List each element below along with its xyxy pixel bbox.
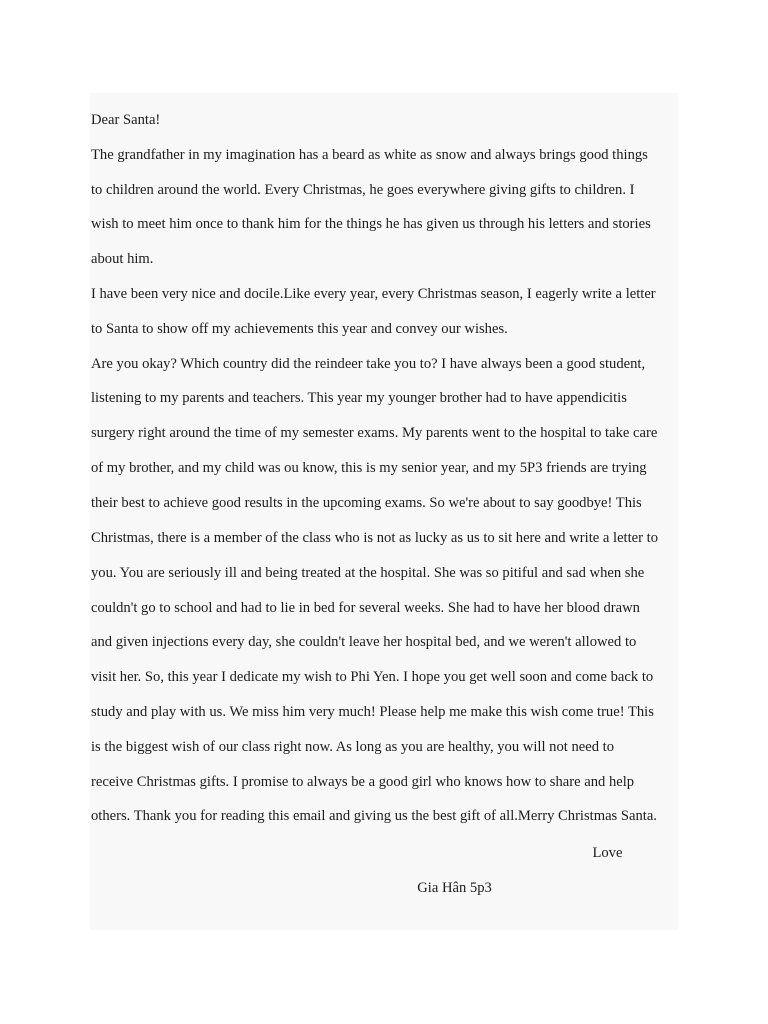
letter-line-8: listening to my parents and teachers. This year my younger brother had to have appendicitis [91, 390, 627, 406]
letter-line-13: you. You are seriously ill and being treated at the hospital. She was so pitiful and sad when she [91, 565, 645, 581]
salutation: Dear Santa! [91, 112, 161, 128]
letter-line-9: surgery right around the time of my semester exams. My parents went to the hospital to take care [91, 425, 658, 441]
letter-line-16: visit her. So, this year I dedicate my wish to Phi Yen. I hope you get well soon and come back to [91, 669, 654, 685]
letter-line-17: study and play with us. We miss him very much! Please help me make this wish come true! This [91, 704, 654, 720]
letter-line-15: and given injections every day, she couldn't leave her hospital bed, and we weren't allowed to [91, 634, 637, 650]
signature: Gia Hân 5p3 [417, 880, 492, 896]
letter-line-19: receive Christmas gifts. I promise to always be a good girl who knows how to share and help [91, 774, 635, 790]
letter-line-20: others. Thank you for reading this email and giving us the best gift of all.Merry Christmas Santa. [91, 808, 657, 824]
letter-line-14: couldn't go to school and had to lie in bed for several weeks. She had to have her blood drawn [91, 600, 640, 616]
letter-line-1: The grandfather in my imagination has a beard as white as snow and always brings good things [91, 147, 648, 163]
letter-body [90, 93, 678, 930]
letter-line-10: of my brother, and my child was ou know, this is my senior year, and my 5P3 friends are trying [91, 460, 647, 476]
letter-line-2: to children around the world. Every Christmas, he goes everywhere giving gifts to children. I [91, 182, 635, 198]
letter-line-6: to Santa to show off my achievements this year and convey our wishes. [91, 321, 508, 337]
closing: Love [592, 845, 623, 861]
letter-line-5: I have been very nice and docile.Like every year, every Christmas season, I eagerly write a letter [91, 286, 656, 302]
letter-line-18: is the biggest wish of our class right now. As long as you are healthy, you will not need to [91, 739, 615, 755]
letter-line-11: their best to achieve good results in the upcoming exams. So we're about to say goodbye! This [91, 495, 642, 511]
letter-line-12: Christmas, there is a member of the class who is not as lucky as us to sit here and write a letter to [91, 530, 658, 546]
letter-line-7: Are you okay? Which country did the reindeer take you to? I have always been a good student, [91, 356, 646, 372]
letter-line-3: wish to meet him once to thank him for the things he has given us through his letters and stories [91, 216, 651, 232]
letter-line-4: about him. [91, 251, 154, 267]
